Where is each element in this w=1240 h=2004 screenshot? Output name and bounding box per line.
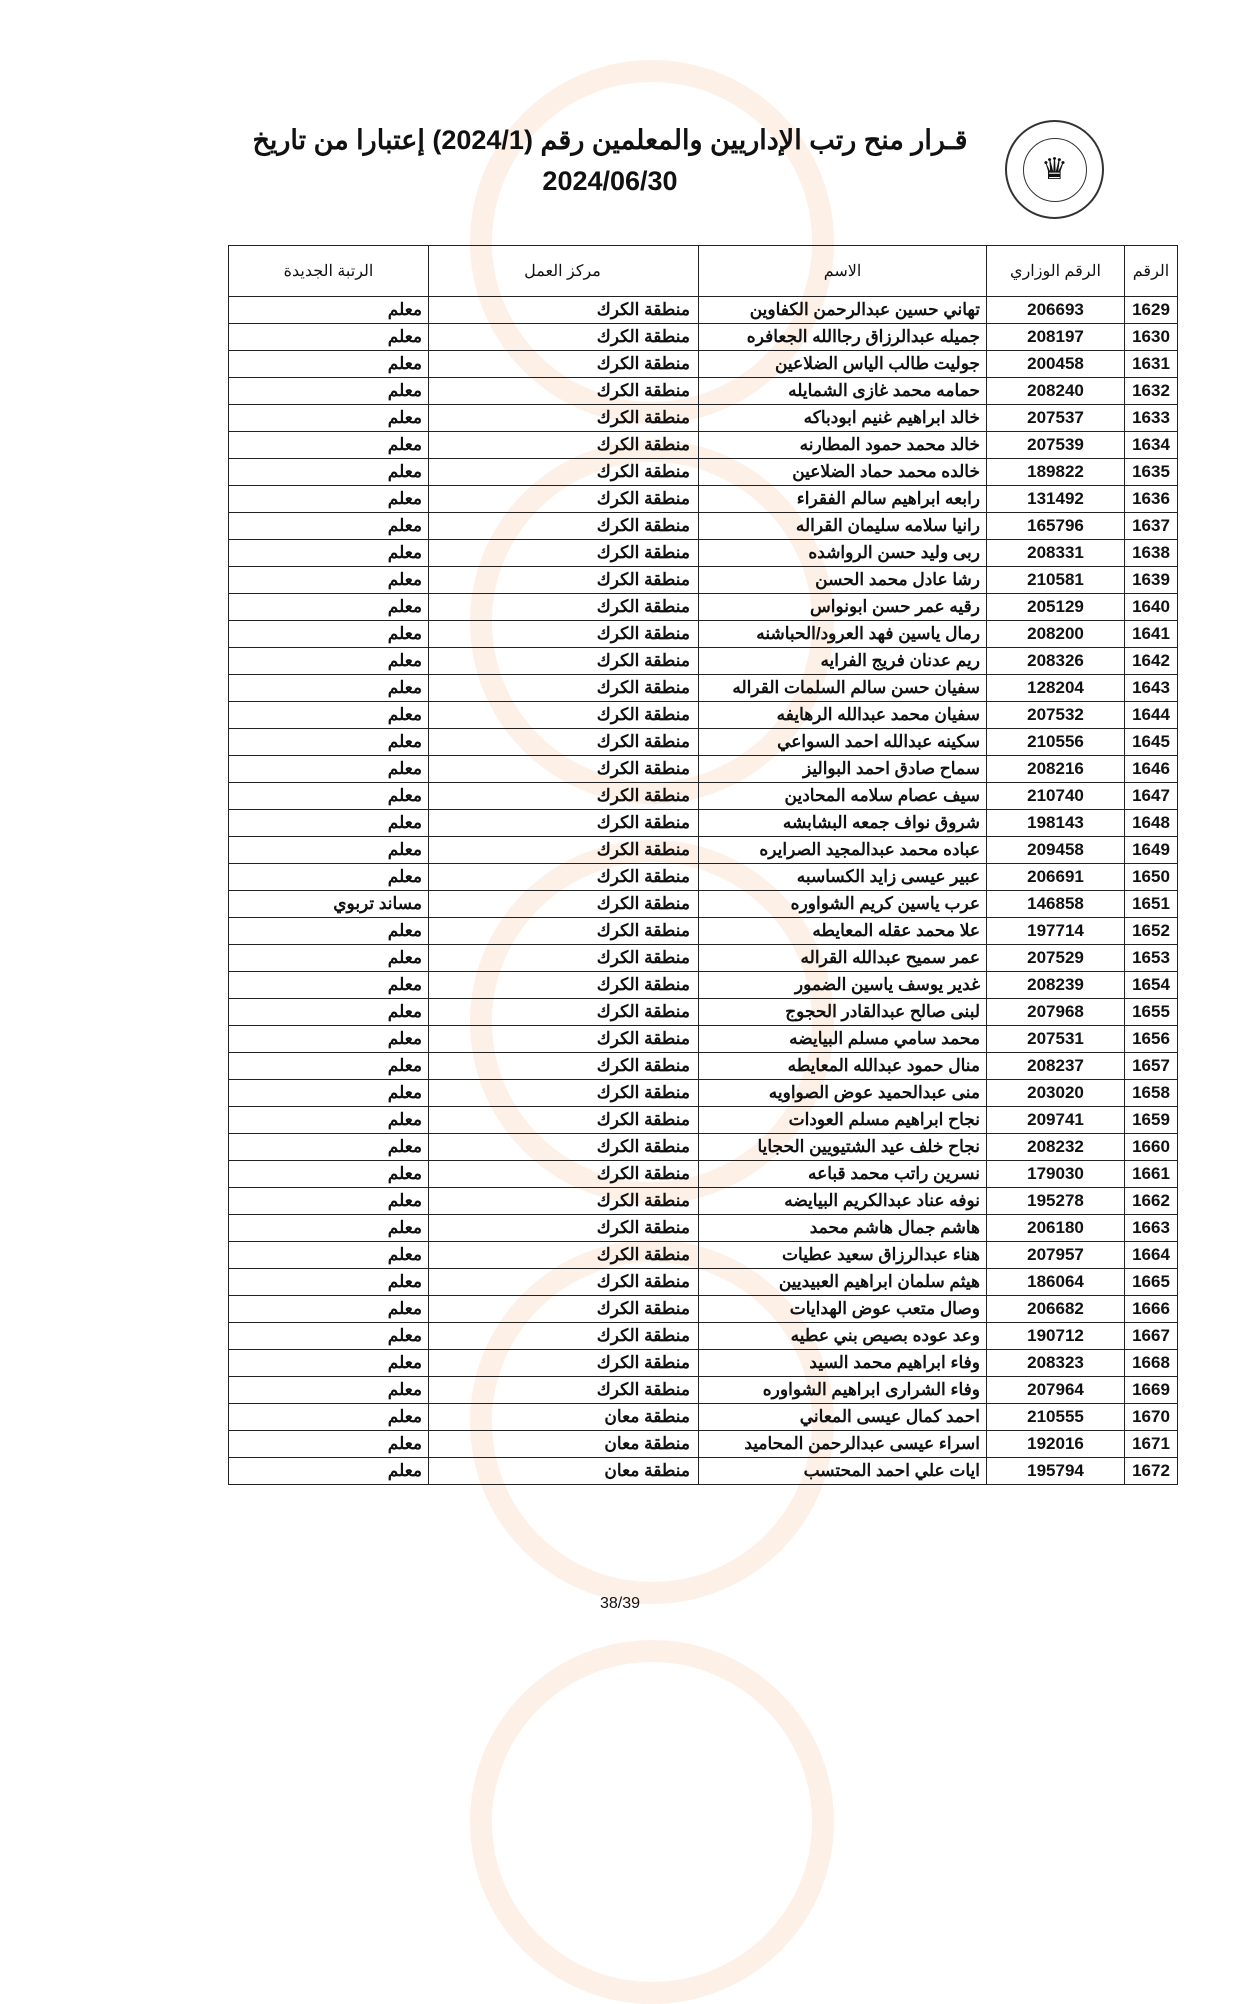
cell-name: اسراء عيسى عبدالرحمن المحاميد bbox=[699, 1431, 987, 1458]
table-row bbox=[229, 945, 1178, 972]
cell-name: نجاح ابراهيم مسلم العودات bbox=[699, 1107, 987, 1134]
cell-name: منال حمود عبدالله المعايطه bbox=[699, 1053, 987, 1080]
cell-ministry-id: 186064 bbox=[987, 1269, 1125, 1296]
watermark-ring bbox=[470, 1640, 834, 2004]
cell-new-rank: معلم bbox=[229, 945, 429, 972]
col-header-number: الرقم bbox=[1125, 246, 1178, 297]
cell-number: 1629 bbox=[1125, 297, 1178, 324]
cell-workplace: منطقة الكرك bbox=[429, 1296, 699, 1323]
cell-number: 1660 bbox=[1125, 1134, 1178, 1161]
cell-new-rank: معلم bbox=[229, 297, 429, 324]
table-row bbox=[229, 810, 1178, 837]
cell-ministry-id: 210581 bbox=[987, 567, 1125, 594]
table-row bbox=[229, 1053, 1178, 1080]
cell-workplace: منطقة الكرك bbox=[429, 351, 699, 378]
table-row bbox=[229, 486, 1178, 513]
cell-name: لبنى صالح عبدالقادر الحجوج bbox=[699, 999, 987, 1026]
table-header-row bbox=[229, 246, 1178, 297]
cell-ministry-id: 208237 bbox=[987, 1053, 1125, 1080]
cell-name: نسرين راتب محمد قباعه bbox=[699, 1161, 987, 1188]
cell-ministry-id: 146858 bbox=[987, 891, 1125, 918]
cell-name: منى عبدالحميد عوض الصواويه bbox=[699, 1080, 987, 1107]
table-row bbox=[229, 783, 1178, 810]
cell-name: خالده محمد حماد الضلاعين bbox=[699, 459, 987, 486]
table-row bbox=[229, 324, 1178, 351]
cell-new-rank: معلم bbox=[229, 459, 429, 486]
cell-ministry-id: 210556 bbox=[987, 729, 1125, 756]
cell-name: رقيه عمر حسن ابونواس bbox=[699, 594, 987, 621]
cell-number: 1656 bbox=[1125, 1026, 1178, 1053]
table-row bbox=[229, 891, 1178, 918]
cell-ministry-id: 203020 bbox=[987, 1080, 1125, 1107]
cell-number: 1639 bbox=[1125, 567, 1178, 594]
cell-workplace: منطقة الكرك bbox=[429, 702, 699, 729]
col-header-name: الاسم bbox=[699, 246, 987, 297]
cell-name: حمامه محمد غازى الشمايله bbox=[699, 378, 987, 405]
cell-ministry-id: 207539 bbox=[987, 432, 1125, 459]
cell-ministry-id: 128204 bbox=[987, 675, 1125, 702]
cell-number: 1671 bbox=[1125, 1431, 1178, 1458]
cell-workplace: منطقة الكرك bbox=[429, 1134, 699, 1161]
table-row bbox=[229, 459, 1178, 486]
table-row bbox=[229, 756, 1178, 783]
cell-ministry-id: 206682 bbox=[987, 1296, 1125, 1323]
cell-number: 1640 bbox=[1125, 594, 1178, 621]
cell-name: ريم عدنان فريج الفرايه bbox=[699, 648, 987, 675]
cell-ministry-id: 208232 bbox=[987, 1134, 1125, 1161]
cell-ministry-id: 190712 bbox=[987, 1323, 1125, 1350]
cell-number: 1650 bbox=[1125, 864, 1178, 891]
cell-workplace: منطقة الكرك bbox=[429, 1161, 699, 1188]
cell-number: 1666 bbox=[1125, 1296, 1178, 1323]
cell-new-rank: معلم bbox=[229, 567, 429, 594]
cell-ministry-id: 210555 bbox=[987, 1404, 1125, 1431]
cell-new-rank: معلم bbox=[229, 1107, 429, 1134]
cell-workplace: منطقة الكرك bbox=[429, 945, 699, 972]
table-row bbox=[229, 1242, 1178, 1269]
cell-ministry-id: 207531 bbox=[987, 1026, 1125, 1053]
cell-ministry-id: 207537 bbox=[987, 405, 1125, 432]
cell-new-rank: معلم bbox=[229, 1404, 429, 1431]
cell-ministry-id: 205129 bbox=[987, 594, 1125, 621]
cell-name: رشا عادل محمد الحسن bbox=[699, 567, 987, 594]
cell-ministry-id: 208239 bbox=[987, 972, 1125, 999]
col-header-workplace: مركز العمل bbox=[429, 246, 699, 297]
cell-workplace: منطقة الكرك bbox=[429, 405, 699, 432]
table-row bbox=[229, 1134, 1178, 1161]
cell-ministry-id: 165796 bbox=[987, 513, 1125, 540]
cell-ministry-id: 207968 bbox=[987, 999, 1125, 1026]
cell-name: وعد عوده بصيص بني عطيه bbox=[699, 1323, 987, 1350]
cell-workplace: منطقة الكرك bbox=[429, 1323, 699, 1350]
cell-name: هاشم جمال هاشم محمد bbox=[699, 1215, 987, 1242]
cell-new-rank: معلم bbox=[229, 1296, 429, 1323]
table-row bbox=[229, 1458, 1178, 1485]
cell-ministry-id: 206180 bbox=[987, 1215, 1125, 1242]
cell-number: 1631 bbox=[1125, 351, 1178, 378]
cell-workplace: منطقة الكرك bbox=[429, 810, 699, 837]
table-row bbox=[229, 1350, 1178, 1377]
table-row bbox=[229, 837, 1178, 864]
cell-ministry-id: 208216 bbox=[987, 756, 1125, 783]
table-row bbox=[229, 351, 1178, 378]
cell-ministry-id: 189822 bbox=[987, 459, 1125, 486]
cell-name: محمد سامي مسلم البيايضه bbox=[699, 1026, 987, 1053]
cell-ministry-id: 192016 bbox=[987, 1431, 1125, 1458]
cell-number: 1667 bbox=[1125, 1323, 1178, 1350]
cell-new-rank: معلم bbox=[229, 1377, 429, 1404]
cell-workplace: منطقة الكرك bbox=[429, 675, 699, 702]
cell-ministry-id: 206693 bbox=[987, 297, 1125, 324]
cell-name: شروق نواف جمعه البشابشه bbox=[699, 810, 987, 837]
table-row bbox=[229, 648, 1178, 675]
table-row bbox=[229, 1215, 1178, 1242]
table-row bbox=[229, 999, 1178, 1026]
cell-new-rank: معلم bbox=[229, 1188, 429, 1215]
cell-number: 1643 bbox=[1125, 675, 1178, 702]
cell-workplace: منطقة الكرك bbox=[429, 567, 699, 594]
cell-ministry-id: 179030 bbox=[987, 1161, 1125, 1188]
cell-number: 1655 bbox=[1125, 999, 1178, 1026]
cell-name: جميله عبدالرزاق رجاالله الجعافره bbox=[699, 324, 987, 351]
cell-number: 1638 bbox=[1125, 540, 1178, 567]
cell-new-rank: معلم bbox=[229, 837, 429, 864]
cell-name: هناء عبدالرزاق سعيد عطيات bbox=[699, 1242, 987, 1269]
cell-workplace: منطقة الكرك bbox=[429, 459, 699, 486]
table-row bbox=[229, 675, 1178, 702]
cell-new-rank: معلم bbox=[229, 1458, 429, 1485]
cell-new-rank: معلم bbox=[229, 783, 429, 810]
table-row bbox=[229, 1296, 1178, 1323]
cell-ministry-id: 207964 bbox=[987, 1377, 1125, 1404]
cell-ministry-id: 207529 bbox=[987, 945, 1125, 972]
cell-number: 1630 bbox=[1125, 324, 1178, 351]
cell-name: غدير يوسف ياسين الضمور bbox=[699, 972, 987, 999]
table-row bbox=[229, 972, 1178, 999]
cell-name: رابعه ابراهيم سالم الفقراء bbox=[699, 486, 987, 513]
table-row bbox=[229, 1377, 1178, 1404]
cell-ministry-id: 195278 bbox=[987, 1188, 1125, 1215]
cell-number: 1670 bbox=[1125, 1404, 1178, 1431]
cell-new-rank: معلم bbox=[229, 648, 429, 675]
cell-ministry-id: 208200 bbox=[987, 621, 1125, 648]
cell-new-rank: معلم bbox=[229, 1269, 429, 1296]
cell-name: علا محمد عقله المعايطه bbox=[699, 918, 987, 945]
table-row bbox=[229, 864, 1178, 891]
cell-workplace: منطقة الكرك bbox=[429, 1215, 699, 1242]
cell-name: سيف عصام سلامه المحادين bbox=[699, 783, 987, 810]
cell-new-rank: معلم bbox=[229, 702, 429, 729]
table-row bbox=[229, 621, 1178, 648]
cell-workplace: منطقة الكرك bbox=[429, 756, 699, 783]
cell-number: 1657 bbox=[1125, 1053, 1178, 1080]
cell-ministry-id: 209741 bbox=[987, 1107, 1125, 1134]
cell-name: هيثم سلمان ابراهيم العبيديين bbox=[699, 1269, 987, 1296]
cell-name: عباده محمد عبدالمجيد الصرايره bbox=[699, 837, 987, 864]
col-header-ministry-id: الرقم الوزاري bbox=[987, 246, 1125, 297]
cell-number: 1641 bbox=[1125, 621, 1178, 648]
cell-number: 1669 bbox=[1125, 1377, 1178, 1404]
cell-number: 1668 bbox=[1125, 1350, 1178, 1377]
table-row bbox=[229, 297, 1178, 324]
table-row bbox=[229, 1431, 1178, 1458]
table-row bbox=[229, 513, 1178, 540]
table-row bbox=[229, 702, 1178, 729]
cell-name: سكينه عبدالله احمد السواعي bbox=[699, 729, 987, 756]
cell-ministry-id: 208331 bbox=[987, 540, 1125, 567]
col-header-new-rank: الرتبة الجديدة bbox=[229, 246, 429, 297]
cell-workplace: منطقة الكرك bbox=[429, 432, 699, 459]
page-number: 38/39 bbox=[599, 1595, 641, 1612]
table-row bbox=[229, 405, 1178, 432]
cell-number: 1672 bbox=[1125, 1458, 1178, 1485]
cell-workplace: منطقة الكرك bbox=[429, 297, 699, 324]
cell-new-rank: معلم bbox=[229, 1161, 429, 1188]
cell-new-rank: معلم bbox=[229, 324, 429, 351]
cell-number: 1663 bbox=[1125, 1215, 1178, 1242]
cell-workplace: منطقة الكرك bbox=[429, 378, 699, 405]
cell-workplace: منطقة الكرك bbox=[429, 486, 699, 513]
cell-workplace: منطقة الكرك bbox=[429, 1269, 699, 1296]
table-row bbox=[229, 432, 1178, 459]
cell-name: جوليت طالب الياس الضلاعين bbox=[699, 351, 987, 378]
cell-workplace: منطقة الكرك bbox=[429, 999, 699, 1026]
cell-new-rank: معلم bbox=[229, 1080, 429, 1107]
cell-ministry-id: 131492 bbox=[987, 486, 1125, 513]
cell-ministry-id: 198143 bbox=[987, 810, 1125, 837]
cell-name: سفيان محمد عبدالله الرهايفه bbox=[699, 702, 987, 729]
cell-workplace: منطقة الكرك bbox=[429, 783, 699, 810]
cell-number: 1635 bbox=[1125, 459, 1178, 486]
cell-new-rank: معلم bbox=[229, 972, 429, 999]
cell-number: 1633 bbox=[1125, 405, 1178, 432]
cell-workplace: منطقة الكرك bbox=[429, 891, 699, 918]
cell-ministry-id: 208326 bbox=[987, 648, 1125, 675]
cell-ministry-id: 208323 bbox=[987, 1350, 1125, 1377]
cell-workplace: منطقة الكرك bbox=[429, 972, 699, 999]
cell-ministry-id: 195794 bbox=[987, 1458, 1125, 1485]
cell-new-rank: معلم bbox=[229, 1323, 429, 1350]
cell-number: 1648 bbox=[1125, 810, 1178, 837]
cell-name: رمال ياسين فهد العرود/الحباشنه bbox=[699, 621, 987, 648]
document-title: قـرار منح رتب الإداريين والمعلمين رقم (2024/1) إعتبارا من تاريخ bbox=[252, 125, 968, 155]
cell-number: 1662 bbox=[1125, 1188, 1178, 1215]
cell-new-rank: معلم bbox=[229, 729, 429, 756]
table-row bbox=[229, 378, 1178, 405]
cell-workplace: منطقة الكرك bbox=[429, 1242, 699, 1269]
table-row bbox=[229, 1404, 1178, 1431]
table-row bbox=[229, 1161, 1178, 1188]
cell-workplace: منطقة الكرك bbox=[429, 594, 699, 621]
cell-new-rank: معلم bbox=[229, 999, 429, 1026]
cell-new-rank: معلم bbox=[229, 621, 429, 648]
table-row bbox=[229, 1269, 1178, 1296]
cell-name: احمد كمال عيسى المعاني bbox=[699, 1404, 987, 1431]
table-row bbox=[229, 594, 1178, 621]
cell-workplace: منطقة الكرك bbox=[429, 1188, 699, 1215]
cell-name: نجاح خلف عيد الشتيويين الحجايا bbox=[699, 1134, 987, 1161]
cell-new-rank: معلم bbox=[229, 1053, 429, 1080]
cell-workplace: منطقة معان bbox=[429, 1458, 699, 1485]
cell-ministry-id: 200458 bbox=[987, 351, 1125, 378]
cell-new-rank: معلم bbox=[229, 1242, 429, 1269]
cell-number: 1651 bbox=[1125, 891, 1178, 918]
cell-name: سماح صادق احمد البواليز bbox=[699, 756, 987, 783]
cell-number: 1634 bbox=[1125, 432, 1178, 459]
cell-ministry-id: 208197 bbox=[987, 324, 1125, 351]
cell-number: 1652 bbox=[1125, 918, 1178, 945]
cell-ministry-id: 206691 bbox=[987, 864, 1125, 891]
cell-workplace: منطقة معان bbox=[429, 1404, 699, 1431]
cell-number: 1664 bbox=[1125, 1242, 1178, 1269]
cell-new-rank: معلم bbox=[229, 540, 429, 567]
cell-number: 1632 bbox=[1125, 378, 1178, 405]
cell-new-rank: معلم bbox=[229, 1026, 429, 1053]
cell-name: وصال متعب عوض الهدايات bbox=[699, 1296, 987, 1323]
cell-new-rank: معلم bbox=[229, 1215, 429, 1242]
cell-name: وفاء الشرارى ابراهيم الشواوره bbox=[699, 1377, 987, 1404]
cell-new-rank: معلم bbox=[229, 405, 429, 432]
table-row bbox=[229, 1080, 1178, 1107]
cell-new-rank: معلم bbox=[229, 513, 429, 540]
cell-number: 1665 bbox=[1125, 1269, 1178, 1296]
cell-name: تهاني حسين عبدالرحمن الكفاوين bbox=[699, 297, 987, 324]
cell-name: سفيان حسن سالم السلمات القراله bbox=[699, 675, 987, 702]
cell-ministry-id: 210740 bbox=[987, 783, 1125, 810]
cell-new-rank: معلم bbox=[229, 432, 429, 459]
cell-workplace: منطقة الكرك bbox=[429, 1026, 699, 1053]
table-row bbox=[229, 1107, 1178, 1134]
cell-number: 1642 bbox=[1125, 648, 1178, 675]
cell-number: 1646 bbox=[1125, 756, 1178, 783]
cell-new-rank: معلم bbox=[229, 810, 429, 837]
cell-ministry-id: 207532 bbox=[987, 702, 1125, 729]
table-row bbox=[229, 540, 1178, 567]
cell-workplace: منطقة الكرك bbox=[429, 621, 699, 648]
cell-name: ربى وليد حسن الرواشده bbox=[699, 540, 987, 567]
cell-number: 1644 bbox=[1125, 702, 1178, 729]
cell-ministry-id: 209458 bbox=[987, 837, 1125, 864]
cell-name: وفاء ابراهيم محمد السيد bbox=[699, 1350, 987, 1377]
crown-emblem-icon: ♛ bbox=[1023, 138, 1087, 202]
cell-number: 1659 bbox=[1125, 1107, 1178, 1134]
cell-new-rank: معلم bbox=[229, 1134, 429, 1161]
cell-number: 1653 bbox=[1125, 945, 1178, 972]
cell-number: 1636 bbox=[1125, 486, 1178, 513]
cell-workplace: منطقة الكرك bbox=[429, 648, 699, 675]
table-row bbox=[229, 567, 1178, 594]
cell-workplace: منطقة الكرك bbox=[429, 729, 699, 756]
cell-name: عبير عيسى زايد الكساسبه bbox=[699, 864, 987, 891]
cell-new-rank: معلم bbox=[229, 486, 429, 513]
cell-new-rank: معلم bbox=[229, 594, 429, 621]
cell-workplace: منطقة الكرك bbox=[429, 540, 699, 567]
cell-number: 1654 bbox=[1125, 972, 1178, 999]
cell-workplace: منطقة الكرك bbox=[429, 513, 699, 540]
document-date: 2024/06/30 bbox=[542, 166, 678, 196]
cell-name: رانيا سلامه سليمان القراله bbox=[699, 513, 987, 540]
cell-workplace: منطقة الكرك bbox=[429, 864, 699, 891]
cell-workplace: منطقة الكرك bbox=[429, 1350, 699, 1377]
cell-workplace: منطقة معان bbox=[429, 1431, 699, 1458]
cell-new-rank: معلم bbox=[229, 378, 429, 405]
table-row bbox=[229, 918, 1178, 945]
table-row bbox=[229, 1026, 1178, 1053]
cell-name: ايات علي احمد المحتسب bbox=[699, 1458, 987, 1485]
cell-name: خالد ابراهيم غنيم ابودباكه bbox=[699, 405, 987, 432]
cell-new-rank: معلم bbox=[229, 351, 429, 378]
cell-new-rank: معلم bbox=[229, 1350, 429, 1377]
cell-new-rank: معلم bbox=[229, 1431, 429, 1458]
cell-ministry-id: 207957 bbox=[987, 1242, 1125, 1269]
cell-number: 1649 bbox=[1125, 837, 1178, 864]
cell-workplace: منطقة الكرك bbox=[429, 1080, 699, 1107]
cell-name: نوفه عناد عبدالكريم البيايضه bbox=[699, 1188, 987, 1215]
cell-new-rank: معلم bbox=[229, 756, 429, 783]
cell-number: 1647 bbox=[1125, 783, 1178, 810]
cell-ministry-id: 197714 bbox=[987, 918, 1125, 945]
cell-name: عمر سميح عبدالله القراله bbox=[699, 945, 987, 972]
table-row bbox=[229, 1188, 1178, 1215]
cell-workplace: منطقة الكرك bbox=[429, 324, 699, 351]
cell-workplace: منطقة الكرك bbox=[429, 1107, 699, 1134]
ministry-seal-logo bbox=[1005, 120, 1104, 219]
cell-new-rank: مساند تربوي bbox=[229, 891, 429, 918]
cell-number: 1645 bbox=[1125, 729, 1178, 756]
cell-number: 1637 bbox=[1125, 513, 1178, 540]
cell-workplace: منطقة الكرك bbox=[429, 918, 699, 945]
cell-new-rank: معلم bbox=[229, 864, 429, 891]
table-row bbox=[229, 1323, 1178, 1350]
table-row bbox=[229, 729, 1178, 756]
cell-number: 1661 bbox=[1125, 1161, 1178, 1188]
cell-new-rank: معلم bbox=[229, 918, 429, 945]
cell-name: خالد محمد حمود المطارنه bbox=[699, 432, 987, 459]
cell-workplace: منطقة الكرك bbox=[429, 1053, 699, 1080]
cell-name: عرب ياسين كريم الشواوره bbox=[699, 891, 987, 918]
cell-new-rank: معلم bbox=[229, 675, 429, 702]
promotions-table bbox=[228, 245, 1178, 1485]
cell-workplace: منطقة الكرك bbox=[429, 837, 699, 864]
cell-workplace: منطقة الكرك bbox=[429, 1377, 699, 1404]
cell-number: 1658 bbox=[1125, 1080, 1178, 1107]
cell-ministry-id: 208240 bbox=[987, 378, 1125, 405]
